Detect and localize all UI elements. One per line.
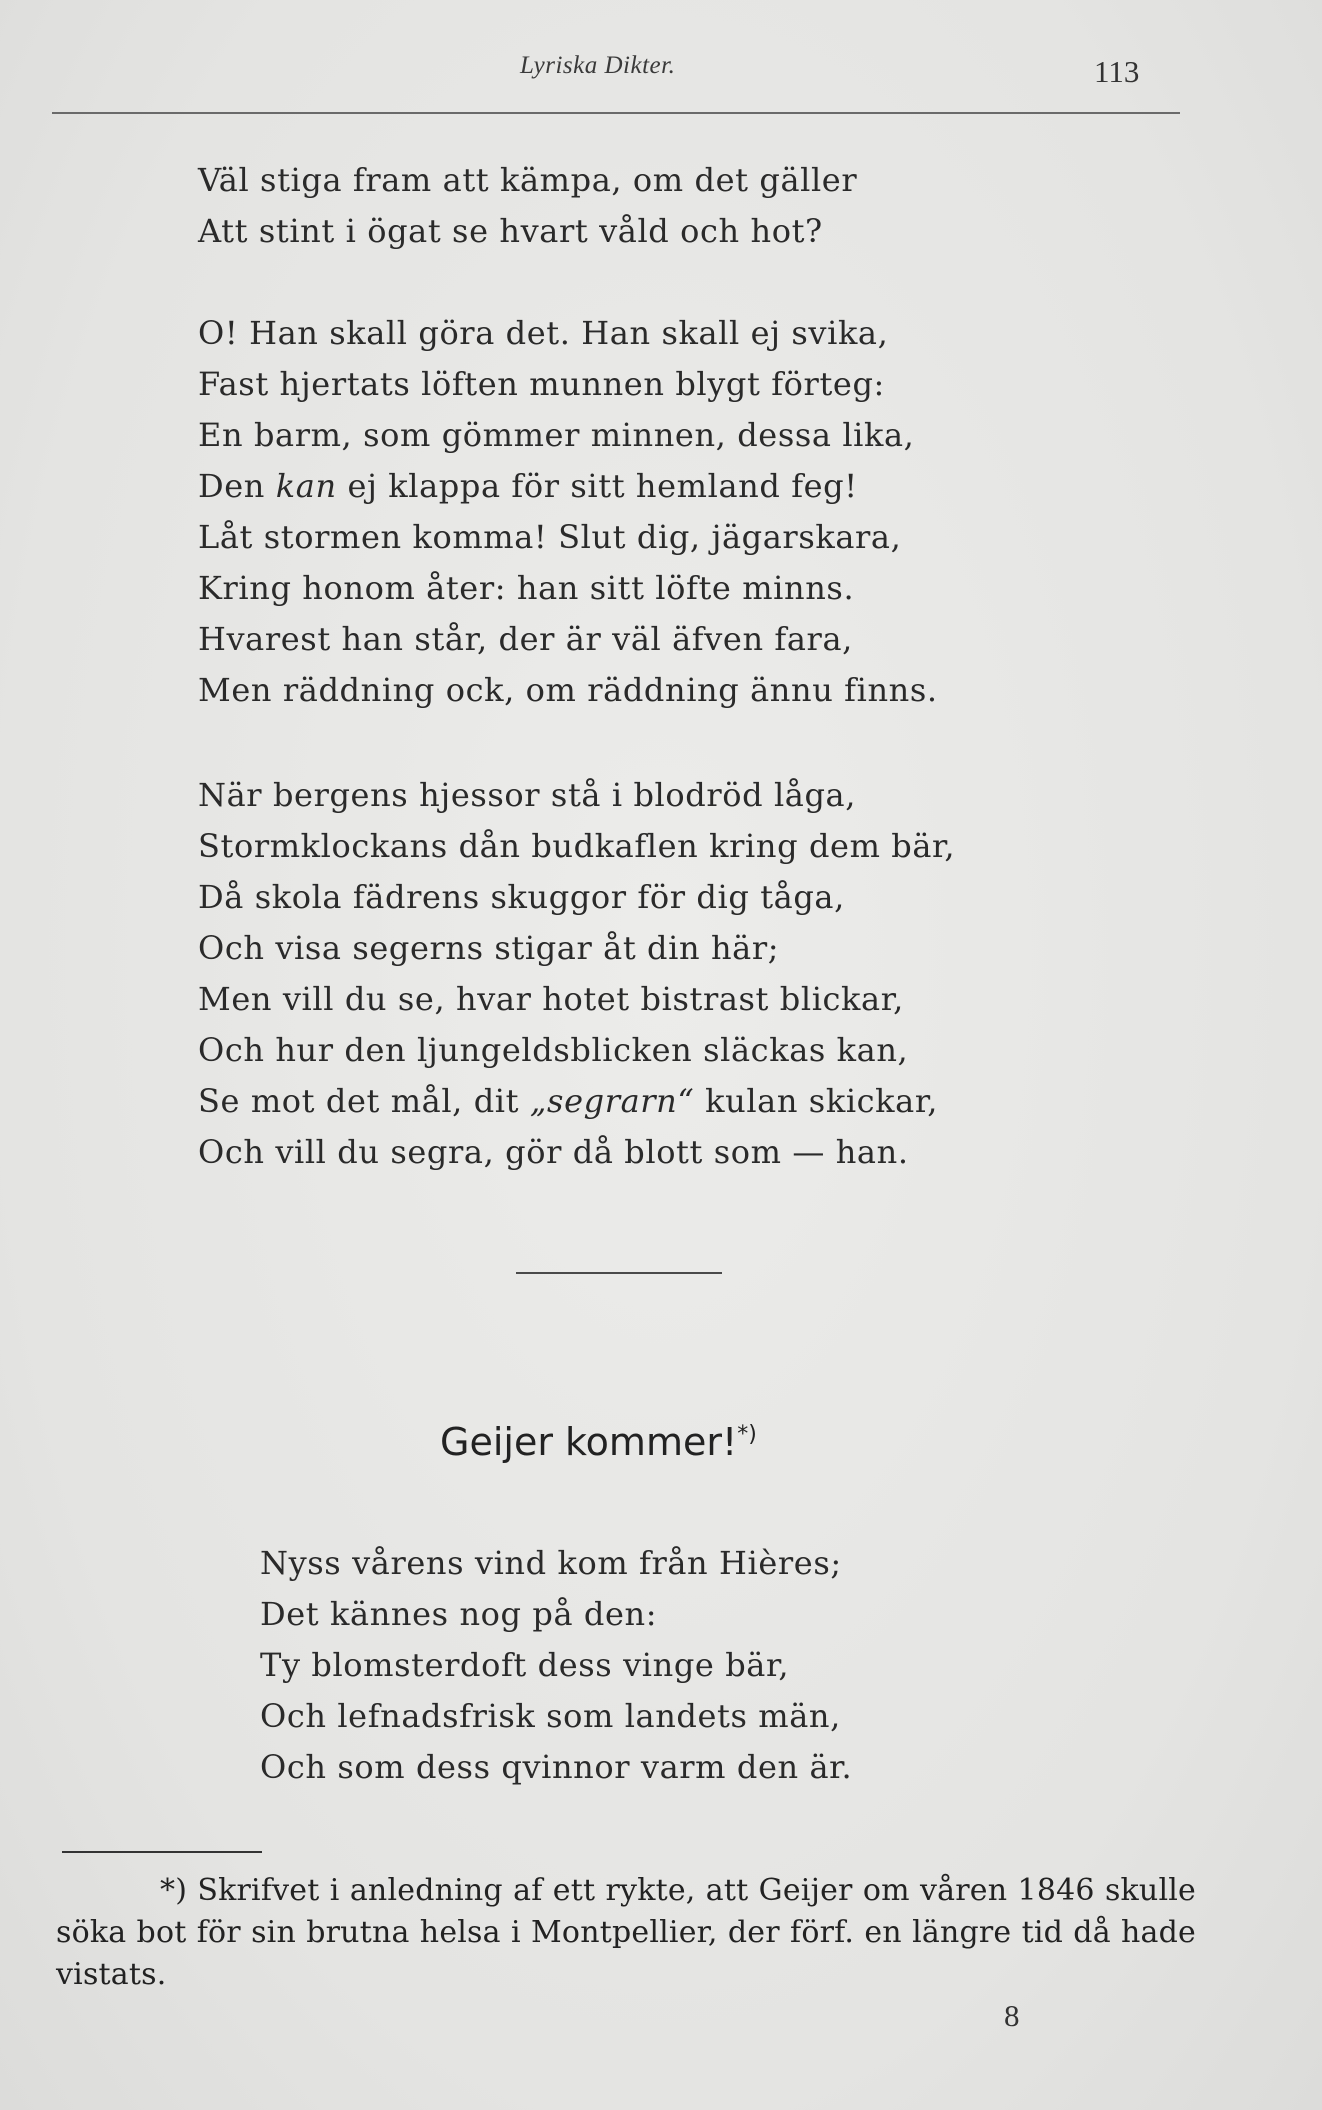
verse-line: Ty blomsterdoft dess vinge bär, <box>260 1646 790 1684</box>
stanza-1 <box>198 155 857 257</box>
footnote: *) Skrifvet i anledning af ett rykte, att Geijer om våren 1846 skulle söka bot för sin brutna helsa i Montpellier, der förf. en längre tid då hade vistats. <box>56 1873 1196 1992</box>
signature-mark: 8 <box>1004 1998 1020 2033</box>
emphasized-word: kan <box>275 467 337 505</box>
header-rule <box>52 112 1180 114</box>
verse-line: Stormklockans dån budkaflen kring dem bär, <box>198 827 956 865</box>
verse-line: Och som dess qvinnor varm den är. <box>260 1748 853 1786</box>
verse-line: Och hur den ljungeldsblicken släckas kan, <box>198 1031 909 1069</box>
verse-text: Se mot det mål, dit <box>198 1082 530 1120</box>
stanza-3 <box>198 770 955 1178</box>
verse-line: Men räddning ock, om räddning ännu finns. <box>198 671 938 709</box>
verse-line: Och lefnadsfrisk som landets män, <box>260 1697 841 1735</box>
verse-line: Då skola fädrens skuggor för dig tåga, <box>198 878 845 916</box>
running-title: Lyriska Dikter. <box>520 52 676 79</box>
verse-line: Och vill du segra, gör då blott som — han. <box>198 1133 909 1171</box>
verse-line: Det kännes nog på den: <box>260 1595 658 1633</box>
section-divider <box>516 1272 722 1274</box>
verse-line: Och visa segerns stigar åt din här; <box>198 929 780 967</box>
poem-title-text: Geijer kommer! <box>440 1420 738 1464</box>
verse-line: Låt stormen komma! Slut dig, jägarskara, <box>198 518 902 556</box>
verse-line: Att stint i ögat se hvart våld och hot? <box>198 212 823 250</box>
poem-stanza <box>260 1538 852 1793</box>
verse-line <box>198 1076 955 1127</box>
poem-title <box>440 1420 757 1464</box>
footnote-rule <box>62 1851 262 1853</box>
emphasized-word: „segrarn“ <box>529 1082 695 1120</box>
verse-line: När bergens hjessor stå i blodröd låga, <box>198 776 857 814</box>
verse-text: kulan skickar, <box>694 1082 938 1120</box>
verse-text: Den <box>198 467 276 505</box>
verse-line: Väl stiga fram att kämpa, om det gäller <box>198 161 858 199</box>
verse-line <box>198 461 938 512</box>
verse-line: En barm, som gömmer minnen, dessa lika, <box>198 416 915 454</box>
verse-line: O! Han skall göra det. Han skall ej svika, <box>198 314 889 352</box>
verse-line: Fast hjertats löften munnen blygt förteg: <box>198 365 885 403</box>
stanza-2 <box>198 308 938 716</box>
verse-line: Kring honom åter: han sitt löfte minns. <box>198 569 855 607</box>
page-number: 113 <box>1094 54 1140 89</box>
footnote-marker: *) <box>737 1422 757 1447</box>
verse-text: ej klappa för sitt hemland feg! <box>336 467 858 505</box>
verse-line: Men vill du se, hvar hotet bistrast blickar, <box>198 980 904 1018</box>
verse-line: Hvarest han står, der är väl äfven fara, <box>198 620 853 658</box>
verse-line: Nyss vårens vind kom från Hières; <box>260 1544 842 1582</box>
